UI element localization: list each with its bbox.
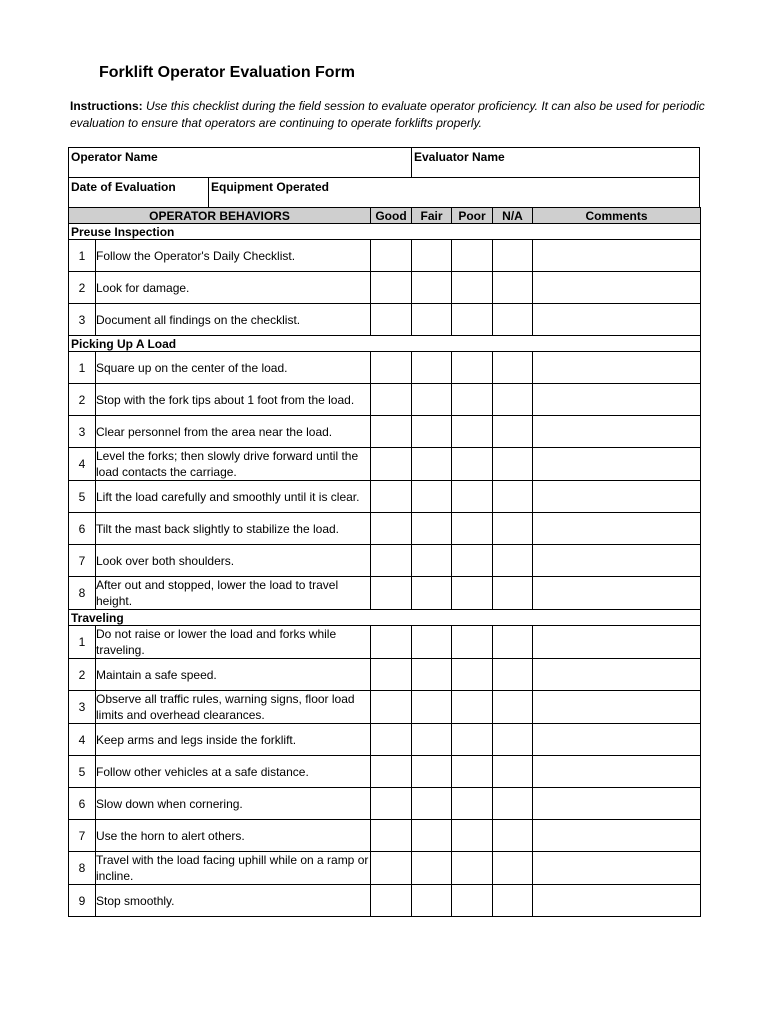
rating-fair-cell[interactable] [412, 820, 452, 852]
checklist-row [69, 272, 701, 304]
rating-good-cell[interactable] [371, 659, 412, 691]
item-text: Follow other vehicles at a safe distance. [96, 756, 371, 788]
rating-na-cell[interactable] [493, 852, 533, 885]
comments-cell[interactable] [533, 885, 701, 917]
item-text: Maintain a safe speed. [96, 659, 371, 691]
checklist-row [69, 724, 701, 756]
item-text: Lift the load carefully and smoothly until it is clear. [96, 481, 371, 513]
rating-fair-cell[interactable] [412, 481, 452, 513]
checklist-row [69, 304, 701, 336]
col-na: N/A [493, 208, 533, 224]
item-number: 3 [69, 304, 96, 336]
checklist-row [69, 352, 701, 384]
rating-good-cell[interactable] [371, 852, 412, 885]
rating-poor-cell[interactable] [452, 577, 493, 610]
rating-fair-cell[interactable] [412, 577, 452, 610]
rating-na-cell[interactable] [493, 820, 533, 852]
item-number: 5 [69, 756, 96, 788]
comments-cell[interactable] [533, 416, 701, 448]
item-number: 5 [69, 481, 96, 513]
checklist-row [69, 885, 701, 917]
item-number: 6 [69, 788, 96, 820]
comments-cell[interactable] [533, 820, 701, 852]
rating-good-cell[interactable] [371, 545, 412, 577]
item-number: 7 [69, 545, 96, 577]
checklist-row [69, 545, 701, 577]
rating-poor-cell[interactable] [452, 788, 493, 820]
comments-cell[interactable] [533, 788, 701, 820]
rating-na-cell[interactable] [493, 352, 533, 384]
rating-good-cell[interactable] [371, 577, 412, 610]
item-number: 8 [69, 577, 96, 610]
rating-fair-cell[interactable] [412, 240, 452, 272]
comments-cell[interactable] [533, 724, 701, 756]
instructions-text: Use this checklist during the field session to evaluate operator proficiency. It can also be used for periodic evaluation to ensure that operators are continuing to operate forklifts properly. [70, 99, 705, 130]
rating-fair-cell[interactable] [412, 756, 452, 788]
item-text: Observe all traffic rules, warning signs, floor load limits and overhead clearances. [96, 691, 371, 724]
comments-cell[interactable] [533, 659, 701, 691]
item-number: 2 [69, 272, 96, 304]
checklist-row [69, 481, 701, 513]
item-text: Follow the Operator's Daily Checklist. [96, 240, 371, 272]
checklist-row [69, 756, 701, 788]
rating-fair-cell[interactable] [412, 545, 452, 577]
checklist-row [69, 852, 701, 885]
section-title: Picking Up A Load [69, 336, 701, 352]
checklist-row [69, 513, 701, 545]
rating-fair-cell[interactable] [412, 384, 452, 416]
rating-good-cell[interactable] [371, 240, 412, 272]
item-number: 1 [69, 352, 96, 384]
rating-na-cell[interactable] [493, 724, 533, 756]
comments-cell[interactable] [533, 304, 701, 336]
comments-cell[interactable] [533, 626, 701, 659]
rating-na-cell[interactable] [493, 626, 533, 659]
rating-good-cell[interactable] [371, 820, 412, 852]
item-text: Keep arms and legs inside the forklift. [96, 724, 371, 756]
rating-fair-cell[interactable] [412, 788, 452, 820]
rating-good-cell[interactable] [371, 384, 412, 416]
rating-good-cell[interactable] [371, 885, 412, 917]
comments-cell[interactable] [533, 513, 701, 545]
rating-good-cell[interactable] [371, 272, 412, 304]
date-of-evaluation-label: Date of Evaluation [71, 180, 176, 194]
col-comments: Comments [533, 208, 701, 224]
item-text: Look over both shoulders. [96, 545, 371, 577]
item-number: 3 [69, 691, 96, 724]
equipment-operated-label: Equipment Operated [211, 180, 330, 194]
rating-good-cell[interactable] [371, 691, 412, 724]
column-header-row [69, 208, 701, 224]
item-number: 7 [69, 820, 96, 852]
comments-cell[interactable] [533, 448, 701, 481]
rating-good-cell[interactable] [371, 448, 412, 481]
item-number: 9 [69, 885, 96, 917]
rating-good-cell[interactable] [371, 513, 412, 545]
instructions [70, 98, 710, 132]
evaluation-table [68, 207, 701, 917]
item-text: Travel with the load facing uphill while on a ramp or incline. [96, 852, 371, 885]
rating-poor-cell[interactable] [452, 272, 493, 304]
item-text: Document all findings on the checklist. [96, 304, 371, 336]
item-number: 2 [69, 384, 96, 416]
comments-cell[interactable] [533, 756, 701, 788]
comments-cell[interactable] [533, 852, 701, 885]
rating-poor-cell[interactable] [452, 304, 493, 336]
rating-poor-cell[interactable] [452, 481, 493, 513]
item-text: Tilt the mast back slightly to stabilize the load. [96, 513, 371, 545]
item-text: Look for damage. [96, 272, 371, 304]
rating-na-cell[interactable] [493, 416, 533, 448]
rating-fair-cell[interactable] [412, 272, 452, 304]
rating-na-cell[interactable] [493, 240, 533, 272]
rating-poor-cell[interactable] [452, 659, 493, 691]
rating-poor-cell[interactable] [452, 448, 493, 481]
rating-fair-cell[interactable] [412, 513, 452, 545]
evaluator-name-label: Evaluator Name [414, 150, 505, 164]
checklist-row [69, 240, 701, 272]
rating-good-cell[interactable] [371, 481, 412, 513]
item-text: After out and stopped, lower the load to travel height. [96, 577, 371, 610]
item-number: 1 [69, 626, 96, 659]
comments-cell[interactable] [533, 352, 701, 384]
rating-na-cell[interactable] [493, 545, 533, 577]
rating-good-cell[interactable] [371, 724, 412, 756]
checklist-row [69, 820, 701, 852]
col-poor: Poor [452, 208, 493, 224]
checklist-row [69, 416, 701, 448]
rating-na-cell[interactable] [493, 272, 533, 304]
rating-poor-cell[interactable] [452, 416, 493, 448]
rating-fair-cell[interactable] [412, 885, 452, 917]
rating-na-cell[interactable] [493, 788, 533, 820]
item-number: 6 [69, 513, 96, 545]
comments-cell[interactable] [533, 691, 701, 724]
item-number: 8 [69, 852, 96, 885]
item-number: 4 [69, 448, 96, 481]
checklist-row [69, 384, 701, 416]
rating-poor-cell[interactable] [452, 545, 493, 577]
rating-fair-cell[interactable] [412, 724, 452, 756]
rating-na-cell[interactable] [493, 659, 533, 691]
rating-na-cell[interactable] [493, 304, 533, 336]
rating-poor-cell[interactable] [452, 384, 493, 416]
rating-fair-cell[interactable] [412, 691, 452, 724]
rating-poor-cell[interactable] [452, 724, 493, 756]
item-text: Level the forks; then slowly drive forward until the load contacts the carriage. [96, 448, 371, 481]
rating-na-cell[interactable] [493, 756, 533, 788]
rating-good-cell[interactable] [371, 788, 412, 820]
section-row [69, 336, 701, 352]
comments-cell[interactable] [533, 240, 701, 272]
rating-good-cell[interactable] [371, 416, 412, 448]
checklist-row [69, 577, 701, 610]
section-title: Preuse Inspection [69, 224, 701, 240]
rating-poor-cell[interactable] [452, 626, 493, 659]
rating-poor-cell[interactable] [452, 352, 493, 384]
rating-fair-cell[interactable] [412, 626, 452, 659]
checklist-row [69, 626, 701, 659]
instructions-label: Instructions: [70, 99, 143, 113]
rating-fair-cell[interactable] [412, 659, 452, 691]
item-text: Clear personnel from the area near the load. [96, 416, 371, 448]
form-title: Forklift Operator Evaluation Form [99, 64, 356, 81]
item-text: Use the horn to alert others. [96, 820, 371, 852]
rating-poor-cell[interactable] [452, 513, 493, 545]
rating-poor-cell[interactable] [452, 756, 493, 788]
rating-poor-cell[interactable] [452, 852, 493, 885]
comments-cell[interactable] [533, 481, 701, 513]
item-number: 1 [69, 240, 96, 272]
rating-fair-cell[interactable] [412, 852, 452, 885]
item-number: 4 [69, 724, 96, 756]
checklist-row [69, 659, 701, 691]
rating-good-cell[interactable] [371, 304, 412, 336]
rating-fair-cell[interactable] [412, 352, 452, 384]
rating-na-cell[interactable] [493, 481, 533, 513]
rating-poor-cell[interactable] [452, 820, 493, 852]
item-text: Stop smoothly. [96, 885, 371, 917]
col-good: Good [371, 208, 412, 224]
section-row [69, 610, 701, 626]
checklist-row [69, 448, 701, 481]
rating-good-cell[interactable] [371, 756, 412, 788]
item-text: Square up on the center of the load. [96, 352, 371, 384]
rating-poor-cell[interactable] [452, 691, 493, 724]
section-title: Traveling [69, 610, 701, 626]
rating-fair-cell[interactable] [412, 304, 452, 336]
checklist-row [69, 788, 701, 820]
comments-cell[interactable] [533, 384, 701, 416]
comments-cell[interactable] [533, 577, 701, 610]
item-number: 3 [69, 416, 96, 448]
checklist-row [69, 691, 701, 724]
rating-na-cell[interactable] [493, 384, 533, 416]
section-row [69, 224, 701, 240]
rating-fair-cell[interactable] [412, 448, 452, 481]
rating-poor-cell[interactable] [452, 885, 493, 917]
comments-cell[interactable] [533, 272, 701, 304]
rating-good-cell[interactable] [371, 626, 412, 659]
rating-poor-cell[interactable] [452, 240, 493, 272]
operator-name-label: Operator Name [71, 150, 158, 164]
comments-cell[interactable] [533, 545, 701, 577]
item-text: Do not raise or lower the load and forks while traveling. [96, 626, 371, 659]
rating-na-cell[interactable] [493, 885, 533, 917]
rating-na-cell[interactable] [493, 448, 533, 481]
rating-na-cell[interactable] [493, 513, 533, 545]
rating-fair-cell[interactable] [412, 416, 452, 448]
item-text: Stop with the fork tips about 1 foot from the load. [96, 384, 371, 416]
rating-good-cell[interactable] [371, 352, 412, 384]
rating-na-cell[interactable] [493, 577, 533, 610]
rating-na-cell[interactable] [493, 691, 533, 724]
col-fair: Fair [412, 208, 452, 224]
item-text: Slow down when cornering. [96, 788, 371, 820]
col-operator-behaviors: OPERATOR BEHAVIORS [69, 208, 371, 224]
item-number: 2 [69, 659, 96, 691]
